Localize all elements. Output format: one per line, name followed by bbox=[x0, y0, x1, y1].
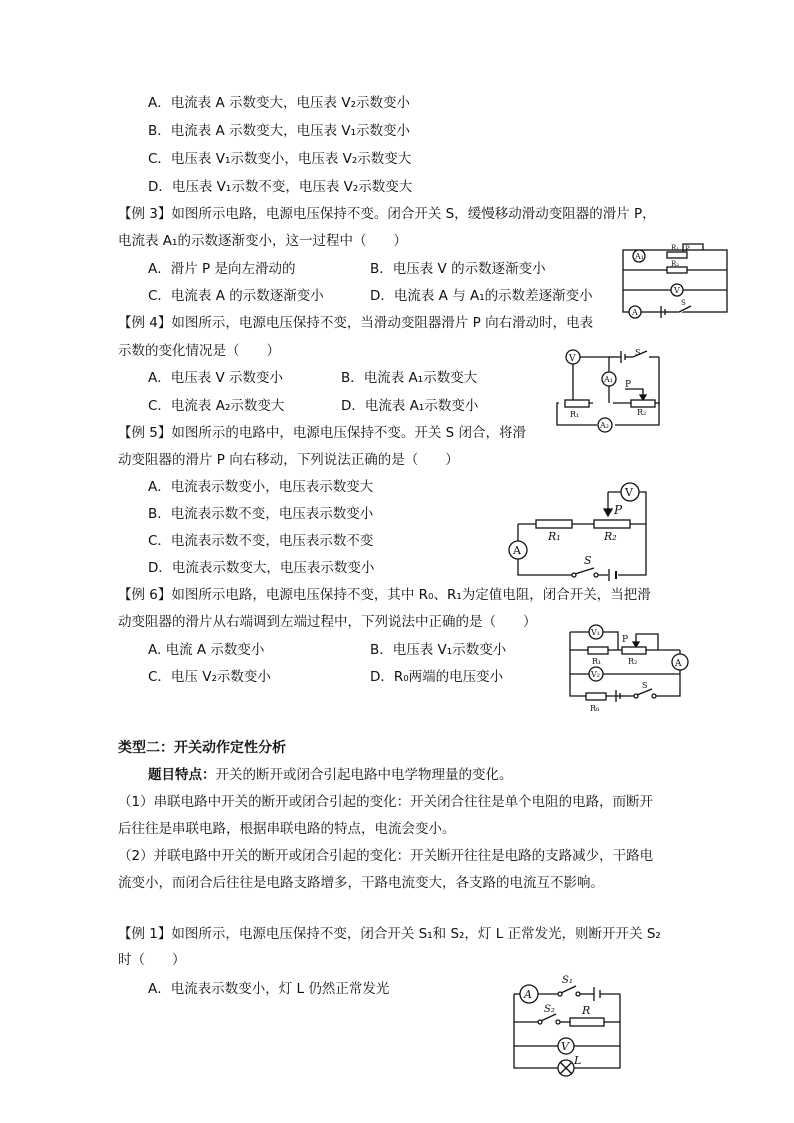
section-heading: 类型二：开关动作定性分析 bbox=[118, 740, 286, 756]
option-d: D．电压表 V₁示数不变，电压表 V₂示数变大 bbox=[148, 179, 413, 195]
ex3-question-line1: 【例 3】如图所示电路，电源电压保持不变。闭合开关 S，缓慢移动滑动变阻器的滑片 P， bbox=[118, 206, 656, 222]
option-c: C．电压表 V₁示数变小，电压表 V₂示数变大 bbox=[148, 151, 412, 167]
ex1-question-line1: 【例 1】如图所示，电源电压保持不变，闭合开关 S₁和 S₂，灯 L 正常发光，则断开开关 S₂ bbox=[118, 926, 661, 942]
ex6-switch-label: S bbox=[642, 681, 648, 690]
ex5-option-b: B．电流表示数不变，电压表示数变小 bbox=[148, 506, 374, 522]
ex6-ammeter-label: A bbox=[675, 659, 682, 669]
ex1-option-a: A．电流表示数变小，灯 L 仍然正常发光 bbox=[148, 981, 390, 997]
ex4-option-d: D．电流表 A₁示数变小 bbox=[341, 398, 479, 414]
ex3-option-c: C．电流表 A 的示数逐渐变小 bbox=[148, 288, 324, 304]
ex5-option-d: D．电流表示数变大，电压表示数变小 bbox=[148, 560, 375, 576]
ex5-option-c: C．电流表示数不变，电压表示数不变 bbox=[148, 533, 374, 549]
ex3-p-label: P bbox=[685, 245, 690, 253]
ex5-option-a: A．电流表示数变小，电压表示数变大 bbox=[148, 479, 374, 495]
ex5-question-line2: 动变阻器的滑片 P 向右移动，下列说法正确的是（ ） bbox=[118, 452, 459, 468]
para2-line1: （2）并联电路中开关的断开或闭合引起的变化：开关断开往往是电路的支路减少，干路电 bbox=[118, 848, 654, 864]
ex1-switch-s2-label: S₂ bbox=[544, 1004, 555, 1015]
ex5-circuit-diagram bbox=[508, 480, 658, 580]
ex5-p-label: P bbox=[614, 503, 623, 517]
option-b: B．电流表 A 示数变大，电压表 V₁示数变小 bbox=[148, 123, 411, 139]
ex3-option-a: A．滑片 P 是向左滑动的 bbox=[148, 261, 296, 277]
ex5-ammeter-label: A bbox=[513, 544, 521, 557]
ex4-ammeter-a1-label: A₁ bbox=[604, 375, 613, 384]
ex6-option-c: C．电压 V₂示数变小 bbox=[148, 669, 271, 685]
ex1-circuit-diagram bbox=[508, 968, 638, 1088]
ex3-ammeter-a1-label: A₁ bbox=[635, 252, 644, 261]
ex6-question-line2: 动变阻器的滑片从右端调到左端过程中，下列说法中正确的是（ ） bbox=[118, 614, 537, 630]
ex4-question-line1: 【例 4】如图所示，电源电压保持不变，当滑动变阻器滑片 P 向右滑动时，电表 bbox=[118, 315, 594, 331]
option-a: A．电流表 A 示数变大，电压表 V₂示数变小 bbox=[148, 95, 410, 111]
ex4-r1-label: R₁ bbox=[570, 410, 580, 419]
ex3-question-line2: 电流表 A₁的示数逐渐变小，这一过程中（ ） bbox=[118, 233, 407, 249]
ex4-switch-label: S bbox=[635, 348, 641, 357]
ex1-voltmeter-label: V bbox=[561, 1040, 569, 1053]
ex1-resistor-label: R bbox=[582, 1004, 591, 1017]
feature-text: 开关的断开或闭合引起电路中电学物理量的变化。 bbox=[215, 767, 513, 783]
ex1-ammeter-label: A bbox=[524, 988, 532, 1001]
feature-label: 题目特点： bbox=[148, 767, 216, 783]
ex6-voltmeter-v1-label: V₁ bbox=[591, 628, 600, 637]
ex4-option-b: B．电流表 A₁示数变大 bbox=[341, 370, 478, 386]
ex6-voltmeter-v2-label: V₂ bbox=[591, 670, 600, 679]
ex4-question-line2: 示数的变化情况是（ ） bbox=[118, 343, 280, 359]
para1-line1: （1）串联电路中开关的断开或闭合引起的变化：开关闭合往往是单个电阻的电路，而断开 bbox=[118, 794, 654, 810]
para2-line2: 流变小，而闭合后往往是电路支路增多，干路电流变大，各支路的电流互不影响。 bbox=[118, 875, 604, 891]
ex3-option-d: D．电流表 A 与 A₁的示数差逐渐变小 bbox=[370, 288, 593, 304]
ex3-ammeter-a-label: A bbox=[632, 308, 638, 317]
ex3-switch-label: S bbox=[681, 299, 686, 307]
ex5-r2-label: R₂ bbox=[604, 530, 617, 543]
ex1-switch-s1-label: S₁ bbox=[562, 975, 573, 986]
ex1-lamp-label: L bbox=[574, 1054, 582, 1067]
ex6-option-b: B．电压表 V₁示数变小 bbox=[370, 642, 507, 658]
ex5-r1-label: R₁ bbox=[548, 530, 561, 543]
ex6-r1-label: R₁ bbox=[592, 657, 602, 666]
ex1-question-line2: 时（ ） bbox=[118, 952, 186, 968]
ex4-p-label: P bbox=[625, 380, 632, 390]
ex3-r1-label: R₁ bbox=[671, 244, 680, 252]
ex6-option-a: A. 电流 A 示数变小 bbox=[148, 642, 265, 658]
ex4-option-c: C．电流表 A₂示数变大 bbox=[148, 398, 285, 414]
ex4-option-a: A．电压表 V 示数变小 bbox=[148, 370, 284, 386]
ex3-voltmeter-label: V bbox=[674, 286, 680, 295]
para1-line2: 后往往是串联电路，根据串联电路的特点，电流会变小。 bbox=[118, 821, 456, 837]
ex4-circuit-diagram bbox=[553, 345, 668, 435]
ex6-r2-label: R₂ bbox=[628, 657, 638, 666]
feature-line bbox=[148, 765, 513, 785]
ex4-r2-label: R₂ bbox=[637, 408, 647, 417]
ex6-circuit-diagram bbox=[560, 620, 700, 712]
ex5-switch-label: S bbox=[584, 554, 592, 567]
ex3-r2-label: R₂ bbox=[671, 260, 680, 268]
ex6-question-line1: 【例 6】如图所示电路，电源电压保持不变，其中 R₀、R₁为定值电阻，闭合开关，当把滑 bbox=[118, 587, 651, 603]
ex3-circuit-diagram bbox=[615, 240, 730, 322]
ex5-question-line1: 【例 5】如图所示的电路中，电源电压保持不变。开关 S 闭合，将滑 bbox=[118, 425, 527, 441]
ex6-p-label: P bbox=[622, 635, 629, 645]
ex5-voltmeter-label: V bbox=[625, 486, 633, 499]
ex4-ammeter-a2-label: A₂ bbox=[600, 421, 609, 430]
ex6-r0-label: R₀ bbox=[590, 704, 600, 713]
ex3-option-b: B．电压表 V 的示数逐渐变小 bbox=[370, 261, 546, 277]
ex4-voltmeter-label: V bbox=[569, 354, 576, 364]
ex6-option-d: D．R₀两端的电压变小 bbox=[370, 669, 504, 685]
